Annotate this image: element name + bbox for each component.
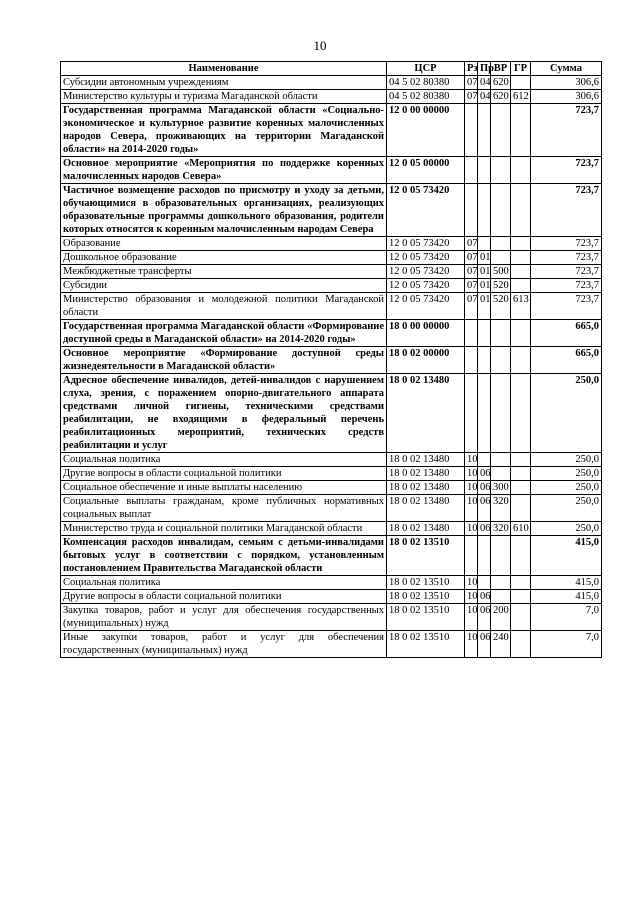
row-rz-cell [465,184,478,237]
row-csr-cell: 12 0 05 73420 [387,251,465,265]
row-gr-cell [511,453,531,467]
header-vr: ВР [491,62,511,76]
row-pr-cell [478,536,491,576]
row-vr-cell [491,320,511,347]
row-csr-cell: 12 0 05 73420 [387,279,465,293]
row-pr-cell: 06 [478,495,491,522]
row-name-cell: Субсидии [61,279,387,293]
row-gr-cell [511,279,531,293]
table-row [61,279,602,293]
row-rz-cell [465,320,478,347]
row-gr-cell [511,76,531,90]
row-gr-cell [511,495,531,522]
row-sum-cell: 7,0 [531,604,602,631]
row-csr-cell: 04 5 02 80380 [387,90,465,104]
header-name: Наименование [61,62,387,76]
row-pr-cell: 01 [478,293,491,320]
row-sum-cell: 723,7 [531,251,602,265]
table-row [61,453,602,467]
row-pr-cell: 06 [478,467,491,481]
table-row [61,576,602,590]
row-sum-cell: 723,7 [531,104,602,157]
row-sum-cell: 250,0 [531,481,602,495]
table-header-row [61,62,602,76]
row-gr-cell [511,481,531,495]
table-row [61,374,602,453]
row-sum-cell: 250,0 [531,522,602,536]
row-sum-cell: 250,0 [531,467,602,481]
row-gr-cell [511,467,531,481]
row-gr-cell [511,265,531,279]
row-pr-cell [478,104,491,157]
row-gr-cell [511,157,531,184]
table-row [61,495,602,522]
row-pr-cell: 04 [478,76,491,90]
row-name-cell: Социальные выплаты гражданам, кроме публичных нормативных социальных выплат [61,495,387,522]
row-csr-cell: 18 0 02 13480 [387,522,465,536]
row-pr-cell: 01 [478,279,491,293]
row-pr-cell: 06 [478,522,491,536]
row-pr-cell: 01 [478,265,491,279]
row-rz-cell: 07 [465,293,478,320]
row-vr-cell: 520 [491,279,511,293]
row-rz-cell: 10 [465,453,478,467]
table-row [61,590,602,604]
row-sum-cell: 415,0 [531,576,602,590]
header-sum: Сумма [531,62,602,76]
row-gr-cell [511,604,531,631]
row-name-cell: Адресное обеспечение инвалидов, детей-инвалидов с нарушением слуха, зрения, с поражением опорно-двигательного аппарата средствами личной гигиены, техническими средствами реабилитации, не входящими в федеральный перечень реабилитационных мероприятий, технических средств реабилитации и услуг [61,374,387,453]
row-rz-cell [465,347,478,374]
row-sum-cell: 250,0 [531,374,602,453]
table-row [61,104,602,157]
row-csr-cell: 12 0 05 73420 [387,237,465,251]
row-csr-cell: 12 0 05 00000 [387,157,465,184]
row-csr-cell: 12 0 05 73420 [387,184,465,237]
row-sum-cell: 250,0 [531,495,602,522]
row-rz-cell [465,374,478,453]
row-gr-cell [511,374,531,453]
row-gr-cell [511,237,531,251]
row-csr-cell: 18 0 00 00000 [387,320,465,347]
row-rz-cell: 07 [465,251,478,265]
row-pr-cell [478,576,491,590]
row-vr-cell [491,251,511,265]
row-vr-cell [491,536,511,576]
table-row [61,90,602,104]
table-row [61,293,602,320]
row-sum-cell: 723,7 [531,279,602,293]
row-vr-cell: 320 [491,495,511,522]
row-vr-cell: 320 [491,522,511,536]
row-name-cell: Министерство труда и социальной политики Магаданской области [61,522,387,536]
row-pr-cell: 06 [478,631,491,658]
row-name-cell: Межбюджетные трансферты [61,265,387,279]
row-gr-cell [511,184,531,237]
row-csr-cell: 18 0 02 00000 [387,347,465,374]
row-rz-cell: 07 [465,237,478,251]
table-row [61,76,602,90]
row-name-cell: Образование [61,237,387,251]
row-pr-cell [478,237,491,251]
row-csr-cell: 18 0 02 13480 [387,467,465,481]
row-sum-cell: 415,0 [531,536,602,576]
row-sum-cell: 306,6 [531,76,602,90]
row-rz-cell: 10 [465,495,478,522]
row-pr-cell: 06 [478,590,491,604]
row-name-cell: Министерство образования и молодежной политики Магаданской области [61,293,387,320]
row-csr-cell: 18 0 02 13510 [387,590,465,604]
row-pr-cell [478,347,491,374]
row-pr-cell: 04 [478,90,491,104]
row-sum-cell: 250,0 [531,453,602,467]
row-name-cell: Государственная программа Магаданской области «Социально-экономическое и культурное развитие коренных малочисленных народов Севера, проживающих на территории Магаданской области» на 2014-2020 годы» [61,104,387,157]
header-csr: ЦСР [387,62,465,76]
row-csr-cell: 18 0 02 13480 [387,481,465,495]
row-gr-cell: 613 [511,293,531,320]
row-csr-cell: 18 0 02 13510 [387,631,465,658]
table-row [61,522,602,536]
table-row [61,157,602,184]
table-row [61,251,602,265]
table-row [61,184,602,237]
row-name-cell: Социальное обеспечение и иные выплаты населению [61,481,387,495]
row-vr-cell: 500 [491,265,511,279]
row-name-cell: Социальная политика [61,453,387,467]
table-row [61,536,602,576]
row-name-cell: Социальная политика [61,576,387,590]
row-gr-cell [511,631,531,658]
row-rz-cell: 10 [465,604,478,631]
row-gr-cell [511,251,531,265]
row-sum-cell: 7,0 [531,631,602,658]
table-row [61,237,602,251]
row-csr-cell: 12 0 05 73420 [387,293,465,320]
row-sum-cell: 723,7 [531,157,602,184]
row-pr-cell [478,374,491,453]
row-pr-cell: 06 [478,604,491,631]
page-number: 10 [313,38,327,53]
row-name-cell: Министерство культуры и туризма Магаданской области [61,90,387,104]
row-csr-cell: 18 0 02 13510 [387,536,465,576]
row-pr-cell: 01 [478,251,491,265]
table-body [61,76,602,658]
row-pr-cell [478,184,491,237]
row-pr-cell [478,157,491,184]
row-vr-cell [491,576,511,590]
row-vr-cell [491,237,511,251]
row-rz-cell [465,104,478,157]
row-csr-cell: 18 0 02 13510 [387,576,465,590]
row-gr-cell [511,576,531,590]
row-name-cell: Иные закупки товаров, работ и услуг для обеспечения государственных (муниципальных) нужд [61,631,387,658]
row-vr-cell [491,157,511,184]
header-rz: Рз [465,62,478,76]
table-row [61,320,602,347]
table-row [61,347,602,374]
row-rz-cell [465,157,478,184]
row-name-cell: Частичное возмещение расходов по присмотру и уходу за детьми, обучающимися в образовательных организациях, реализующих образовательные программы дошкольного образования, родители которых относятся к коренным малочисленным народам Севера [61,184,387,237]
row-vr-cell [491,104,511,157]
table-row [61,265,602,279]
header-pr: Пр [478,62,491,76]
row-csr-cell: 18 0 02 13480 [387,374,465,453]
row-name-cell: Основное мероприятие «Формирование доступной среды жизнедеятельности в Магаданской области» [61,347,387,374]
row-rz-cell: 07 [465,76,478,90]
table-row [61,481,602,495]
row-sum-cell: 723,7 [531,293,602,320]
row-gr-cell [511,536,531,576]
row-rz-cell: 07 [465,265,478,279]
row-name-cell: Субсидии автономным учреждениям [61,76,387,90]
row-vr-cell [491,590,511,604]
table-row [61,631,602,658]
row-rz-cell: 10 [465,576,478,590]
row-vr-cell: 620 [491,76,511,90]
row-vr-cell [491,374,511,453]
row-sum-cell: 723,7 [531,237,602,251]
row-gr-cell [511,347,531,374]
row-gr-cell: 610 [511,522,531,536]
row-pr-cell: 06 [478,481,491,495]
row-rz-cell: 10 [465,481,478,495]
row-vr-cell: 520 [491,293,511,320]
row-rz-cell: 10 [465,467,478,481]
row-csr-cell: 04 5 02 80380 [387,76,465,90]
row-pr-cell [478,320,491,347]
row-csr-cell: 12 0 05 73420 [387,265,465,279]
budget-table [60,61,602,658]
row-sum-cell: 665,0 [531,320,602,347]
row-csr-cell: 18 0 02 13510 [387,604,465,631]
row-vr-cell [491,467,511,481]
row-gr-cell [511,590,531,604]
row-vr-cell: 300 [491,481,511,495]
row-vr-cell: 240 [491,631,511,658]
row-name-cell: Государственная программа Магаданской области «Формирование доступной среды в Магаданской области» на 2014-2020 годы» [61,320,387,347]
row-vr-cell [491,347,511,374]
row-rz-cell: 07 [465,279,478,293]
row-sum-cell: 723,7 [531,265,602,279]
row-csr-cell: 18 0 02 13480 [387,453,465,467]
row-rz-cell: 10 [465,631,478,658]
row-vr-cell: 200 [491,604,511,631]
row-gr-cell [511,320,531,347]
row-rz-cell: 10 [465,522,478,536]
row-vr-cell [491,453,511,467]
table-row [61,604,602,631]
row-pr-cell [478,453,491,467]
row-rz-cell [465,536,478,576]
row-sum-cell: 415,0 [531,590,602,604]
table-row [61,467,602,481]
row-name-cell: Закупка товаров, работ и услуг для обеспечения государственных (муниципальных) нужд [61,604,387,631]
row-gr-cell [511,104,531,157]
row-csr-cell: 18 0 02 13480 [387,495,465,522]
row-csr-cell: 12 0 00 00000 [387,104,465,157]
row-name-cell: Компенсация расходов инвалидам, семьям с детьми-инвалидами бытовых услуг в соответствии с порядком, установленным постановлением Правительства Магаданской области [61,536,387,576]
row-sum-cell: 665,0 [531,347,602,374]
row-rz-cell: 10 [465,590,478,604]
row-rz-cell: 07 [465,90,478,104]
row-sum-cell: 306,6 [531,90,602,104]
row-name-cell: Дошкольное образование [61,251,387,265]
row-name-cell: Основное мероприятие «Мероприятия по поддержке коренных малочисленных народов Севера» [61,157,387,184]
row-vr-cell [491,184,511,237]
row-vr-cell: 620 [491,90,511,104]
row-sum-cell: 723,7 [531,184,602,237]
header-gr: ГР [511,62,531,76]
row-name-cell: Другие вопросы в области социальной политики [61,590,387,604]
row-gr-cell: 612 [511,90,531,104]
row-name-cell: Другие вопросы в области социальной политики [61,467,387,481]
